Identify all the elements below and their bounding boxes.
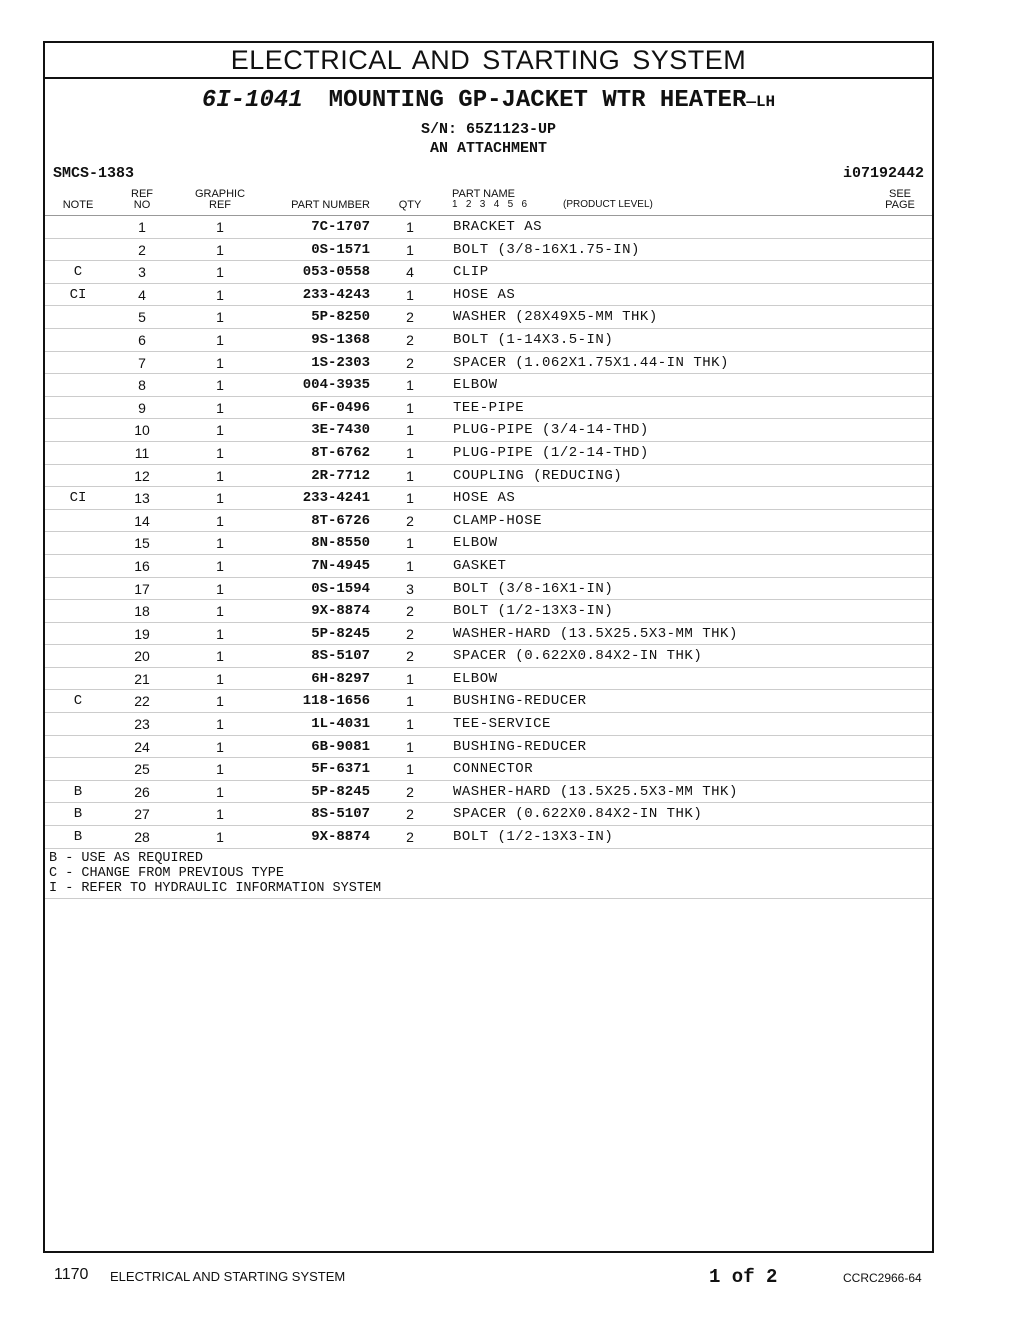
ref-no: 24 [134, 738, 150, 755]
qty: 1 [406, 467, 414, 484]
part-number: 1S-2303 [311, 354, 370, 371]
table-row [45, 623, 932, 646]
qty: 1 [406, 716, 414, 733]
col-qty: QTY [398, 199, 422, 211]
graphic-ref: 1 [216, 512, 224, 529]
col-product-level: (PRODUCT LEVEL) [563, 199, 653, 210]
qty: 1 [406, 399, 414, 416]
part-name: GASKET [453, 557, 507, 574]
part-name: WASHER-HARD (13.5X25.5X3-MM THK) [453, 783, 738, 800]
column-headers [45, 185, 932, 216]
part-number: 0S-1571 [311, 241, 370, 258]
part-name: ELBOW [453, 535, 498, 552]
col-see-bottom: PAGE [885, 199, 915, 211]
part-number: 8S-5107 [311, 806, 370, 823]
part-number: 1L-4031 [311, 716, 370, 733]
part-number: 8S-5107 [311, 648, 370, 665]
table-row [45, 713, 932, 736]
table-row [45, 306, 932, 329]
qty: 1 [406, 693, 414, 710]
serial-number: S/N: 65Z1123-UP [420, 121, 557, 138]
ref-no: 27 [134, 806, 150, 823]
part-number: 3E-7430 [311, 422, 370, 439]
graphic-ref: 1 [216, 693, 224, 710]
graphic-ref: 1 [216, 738, 224, 755]
part-number: 5P-8245 [311, 625, 370, 642]
table-row [45, 419, 932, 442]
group-part-number: 6I-1041 [201, 87, 303, 114]
part-number: 8T-6762 [311, 444, 370, 461]
graphic-ref: 1 [216, 444, 224, 461]
footer-section: ELECTRICAL AND STARTING SYSTEM [110, 1269, 346, 1284]
group-header [45, 79, 932, 165]
ref-no: 14 [134, 512, 150, 529]
part-number: 233-4243 [302, 286, 370, 303]
part-name: BUSHING-REDUCER [453, 693, 587, 710]
table-row [45, 510, 932, 533]
qty: 1 [406, 241, 414, 258]
part-number: 2R-7712 [311, 467, 370, 484]
part-number: 004-3935 [302, 377, 370, 394]
qty: 4 [406, 264, 414, 281]
table-row [45, 374, 932, 397]
table-row [45, 284, 932, 307]
graphic-ref: 1 [216, 761, 224, 778]
ref-no: 13 [134, 490, 150, 507]
part-number: 8N-8550 [311, 535, 370, 552]
illustration-id: i07192442 [842, 165, 924, 182]
ref-no: 25 [134, 761, 150, 778]
qty: 1 [406, 535, 414, 552]
part-name: WASHER-HARD (13.5X25.5X3-MM THK) [453, 625, 738, 642]
part-name: BOLT (3/8-16X1.75-IN) [453, 241, 640, 258]
table-row [45, 261, 932, 284]
table-row [45, 781, 932, 804]
attachment-label: AN ATTACHMENT [429, 140, 548, 157]
table-row [45, 487, 932, 510]
ref-no: 3 [138, 264, 146, 281]
qty: 2 [406, 829, 414, 846]
part-number: 7N-4945 [311, 557, 370, 574]
graphic-ref: 1 [216, 603, 224, 620]
qty: 2 [406, 512, 414, 529]
qty: 2 [406, 648, 414, 665]
ref-no: 15 [134, 535, 150, 552]
ref-no: 7 [138, 354, 146, 371]
graphic-ref: 1 [216, 625, 224, 642]
part-number: 233-4241 [302, 490, 370, 507]
graphic-ref: 1 [216, 354, 224, 371]
part-name: HOSE AS [453, 490, 516, 507]
part-name: COUPLING (REDUCING) [453, 467, 623, 484]
smcs-code: SMCS-1383 [53, 165, 135, 182]
col-part-number: PART NUMBER [291, 199, 370, 211]
qty: 2 [406, 309, 414, 326]
part-number: 9X-8874 [311, 603, 370, 620]
part-name: BUSHING-REDUCER [453, 738, 587, 755]
note: B [73, 806, 83, 823]
graphic-ref: 1 [216, 309, 224, 326]
part-number: 5F-6371 [311, 761, 370, 778]
note: C [73, 693, 83, 710]
graphic-ref: 1 [216, 467, 224, 484]
ref-no: 6 [138, 331, 146, 348]
page-of: 1 of 2 [709, 1266, 778, 1288]
graphic-ref: 1 [216, 377, 224, 394]
part-number: 0S-1594 [311, 580, 370, 597]
qty: 2 [406, 625, 414, 642]
graphic-ref: 1 [216, 806, 224, 823]
table-row [45, 645, 932, 668]
notes-legend [45, 849, 932, 899]
table-row [45, 239, 932, 262]
part-number: 053-0558 [302, 264, 370, 281]
table-row [45, 736, 932, 759]
ref-no: 28 [134, 829, 150, 846]
qty: 1 [406, 444, 414, 461]
ref-no: 18 [134, 603, 150, 620]
group-suffix: —LH [746, 93, 776, 111]
smcs-row [45, 165, 932, 185]
qty: 2 [406, 331, 414, 348]
part-name: SPACER (1.062X1.75X1.44-IN THK) [453, 354, 729, 371]
graphic-ref: 1 [216, 716, 224, 733]
ref-no: 4 [138, 286, 146, 303]
qty: 1 [406, 422, 414, 439]
graphic-ref: 1 [216, 829, 224, 846]
part-name: SPACER (0.622X0.84X2-IN THK) [453, 648, 703, 665]
graphic-ref: 1 [216, 422, 224, 439]
part-name: SPACER (0.622X0.84X2-IN THK) [453, 806, 703, 823]
part-name: TEE-SERVICE [453, 716, 551, 733]
part-name: CLIP [453, 264, 489, 281]
qty: 1 [406, 738, 414, 755]
note: B [73, 783, 83, 800]
table-row [45, 578, 932, 601]
ref-no: 21 [134, 670, 150, 687]
part-number: 7C-1707 [311, 219, 370, 235]
col-ref-bottom: NO [133, 199, 151, 211]
ref-no: 17 [134, 580, 150, 597]
graphic-ref: 1 [216, 264, 224, 281]
qty: 1 [406, 219, 414, 235]
qty: 3 [406, 580, 414, 597]
table-row [45, 668, 932, 691]
group-name: MOUNTING GP-JACKET WTR HEATER [328, 87, 747, 114]
table-row [45, 803, 932, 826]
parts-list [45, 216, 932, 849]
note: CI [69, 286, 87, 303]
col-graphic-bottom: REF [209, 199, 231, 211]
graphic-ref: 1 [216, 490, 224, 507]
col-ref-top: REF [131, 188, 153, 200]
note: CI [69, 490, 87, 507]
graphic-ref: 1 [216, 580, 224, 597]
part-name: HOSE AS [453, 286, 516, 303]
part-name: CLAMP-HOSE [453, 512, 543, 529]
col-graphic-top: GRAPHIC [194, 188, 246, 200]
qty: 2 [406, 806, 414, 823]
graphic-ref: 1 [216, 331, 224, 348]
ref-no: 20 [134, 648, 150, 665]
part-number: 6H-8297 [311, 670, 370, 687]
part-number: 6F-0496 [311, 399, 370, 416]
ref-no: 11 [134, 444, 150, 461]
note-i: I - REFER TO HYDRAULIC INFORMATION SYSTEM [49, 880, 382, 896]
table-row [45, 442, 932, 465]
note: C [73, 264, 83, 281]
part-name: BOLT (1/2-13X3-IN) [453, 603, 614, 620]
ref-no: 2 [138, 241, 146, 258]
part-number: 8T-6726 [311, 512, 370, 529]
table-row [45, 329, 932, 352]
qty: 1 [406, 490, 414, 507]
table-row [45, 690, 932, 713]
graphic-ref: 1 [216, 219, 224, 235]
graphic-ref: 1 [216, 535, 224, 552]
note-c: C - CHANGE FROM PREVIOUS TYPE [49, 865, 284, 881]
qty: 1 [406, 286, 414, 303]
ref-no: 10 [134, 422, 150, 439]
page-footer [0, 1266, 1020, 1290]
col-note: NOTE [62, 199, 94, 211]
table-row [45, 352, 932, 375]
table-row [45, 555, 932, 578]
part-name: TEE-PIPE [453, 399, 525, 416]
note: B [73, 829, 83, 846]
ref-no: 9 [138, 399, 146, 416]
qty: 1 [406, 761, 414, 778]
part-name: ELBOW [453, 377, 498, 394]
graphic-ref: 1 [216, 286, 224, 303]
graphic-ref: 1 [216, 557, 224, 574]
table-row [45, 465, 932, 488]
part-number: 5P-8250 [311, 309, 370, 326]
part-name: BRACKET AS [453, 219, 543, 235]
page-number: 1170 [54, 1266, 89, 1283]
ref-no: 1 [138, 219, 146, 235]
ref-no: 26 [134, 783, 150, 800]
table-row [45, 758, 932, 781]
table-row [45, 397, 932, 420]
qty: 1 [406, 377, 414, 394]
part-name: BOLT (1/2-13X3-IN) [453, 829, 614, 846]
qty: 2 [406, 603, 414, 620]
part-name: PLUG-PIPE (1/2-14-THD) [453, 444, 649, 461]
graphic-ref: 1 [216, 670, 224, 687]
part-number: 118-1656 [302, 693, 370, 710]
col-part-name: PART NAME [452, 188, 515, 200]
table-row [45, 532, 932, 555]
graphic-ref: 1 [216, 648, 224, 665]
part-number: 9S-1368 [311, 331, 370, 348]
qty: 1 [406, 557, 414, 574]
doc-code: CCRC2966-64 [843, 1271, 922, 1285]
ref-no: 19 [134, 625, 150, 642]
qty: 1 [406, 670, 414, 687]
page-frame [43, 41, 934, 1253]
part-number: 9X-8874 [311, 829, 370, 846]
part-name: BOLT (1-14X3.5-IN) [453, 331, 614, 348]
graphic-ref: 1 [216, 241, 224, 258]
graphic-ref: 1 [216, 399, 224, 416]
ref-no: 5 [138, 309, 146, 326]
qty: 2 [406, 354, 414, 371]
graphic-ref: 1 [216, 783, 224, 800]
part-name: PLUG-PIPE (3/4-14-THD) [453, 422, 649, 439]
ref-no: 16 [134, 557, 150, 574]
note-b: B - USE AS REQUIRED [49, 850, 203, 866]
part-number: 6B-9081 [311, 738, 370, 755]
ref-no: 23 [134, 716, 150, 733]
ref-no: 8 [138, 377, 146, 394]
group-title [45, 87, 932, 114]
qty: 2 [406, 783, 414, 800]
ref-no: 22 [134, 693, 150, 710]
part-name: CONNECTOR [453, 761, 534, 778]
table-row [45, 826, 932, 849]
part-name: WASHER (28X49X5-MM THK) [453, 309, 658, 326]
section-title: ELECTRICAL AND STARTING SYSTEM [45, 43, 932, 79]
table-row [45, 600, 932, 623]
ref-no: 12 [134, 467, 150, 484]
part-name: BOLT (3/8-16X1-IN) [453, 580, 614, 597]
col-levels: 1 2 3 4 5 6 [452, 199, 528, 210]
col-see-top: SEE [888, 188, 911, 200]
part-number: 5P-8245 [311, 783, 370, 800]
part-name: ELBOW [453, 670, 498, 687]
table-row [45, 216, 932, 239]
